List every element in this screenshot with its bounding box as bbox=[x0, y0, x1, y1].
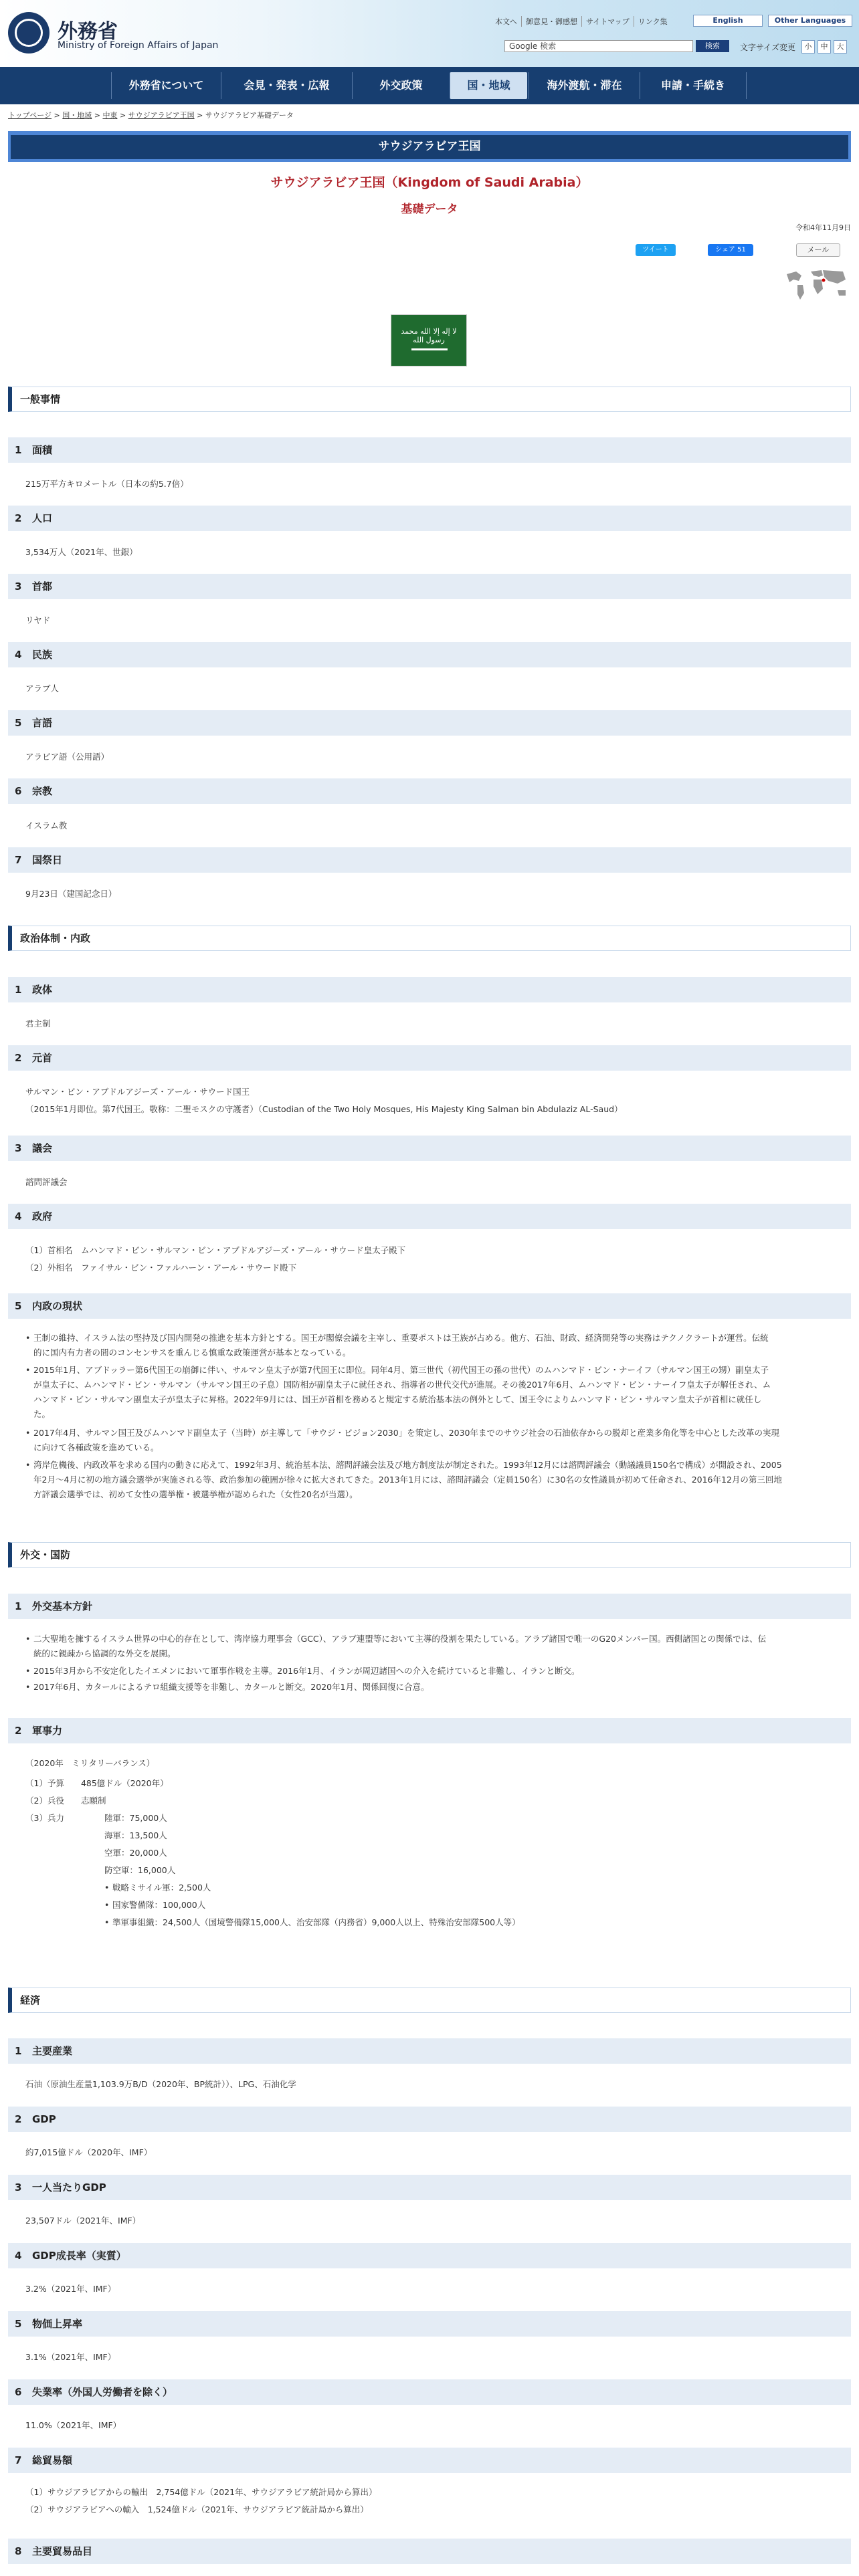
nav-policy[interactable]: 外交政策 bbox=[352, 72, 450, 99]
breadcrumb-saudi[interactable]: サウジアラビア王国 bbox=[128, 111, 195, 120]
politics-government-fm: （2）外相名 ファイサル・ビン・ファルハーン・アール・サウード殿下 bbox=[25, 1263, 297, 1273]
general-area-text: 215万平方キロメートル（日本の約5.7倍） bbox=[25, 479, 189, 489]
section-economy: 経済 bbox=[8, 1988, 851, 2013]
facebook-share-button[interactable]: シェア 51 bbox=[708, 244, 753, 256]
foreign-policy-bullet-3: • 2017年6月、カタールによるテロ組織支援等を非難し、カタールと断交。2020年1月、関係回復に合意。 bbox=[25, 1680, 851, 1695]
nav-countries[interactable]: 国・地域 bbox=[450, 72, 527, 99]
general-religion-heading: 6 宗教 bbox=[8, 778, 851, 804]
general-capital-heading: 3 首都 bbox=[8, 574, 851, 599]
english-button[interactable]: English bbox=[693, 15, 763, 27]
page-subtitle: 基礎データ bbox=[401, 203, 458, 216]
search-button[interactable]: 検索 bbox=[696, 40, 729, 52]
general-ethnicity-text: アラブ人 bbox=[25, 683, 60, 693]
economy-gdp-per-capita-heading: 3 一人当たりGDP bbox=[8, 2175, 851, 2200]
search-input[interactable]: Google 検索 bbox=[504, 40, 693, 52]
economy-exports-text: （1）サウジアラビアからの輸出 2,754億ドル（2021年、サウジアラビア統計局から算出） bbox=[25, 2487, 377, 2497]
font-medium-button[interactable]: 中 bbox=[818, 40, 831, 53]
flag-shahada: لا إله إلا الله محمد رسول الله bbox=[401, 327, 457, 344]
military-missile: • 戦略ミサイル軍：2,500人 bbox=[104, 1881, 773, 1895]
politics-government-heading: 4 政府 bbox=[8, 1204, 851, 1229]
economy-gdp-text: 約7,015億ドル（2020年、IMF） bbox=[25, 2147, 153, 2157]
economy-imports-text: （2）サウジアラビアへの輸入 1,524億ドル（2021年、サウジアラビア統計局から算出） bbox=[25, 2504, 369, 2514]
general-capital-text: リヤド bbox=[25, 615, 51, 625]
nav-press[interactable]: 会見・発表・広報 bbox=[221, 72, 352, 99]
breadcrumb-middle-east[interactable]: 中東 bbox=[102, 111, 118, 120]
flag-sword-icon bbox=[411, 348, 448, 350]
foreign-military-heading: 2 軍事力 bbox=[8, 1718, 851, 1743]
site-title[interactable]: 外務省 bbox=[58, 20, 118, 43]
military-source: （2020年 ミリタリーバランス） bbox=[25, 1758, 155, 1768]
military-navy: 海軍：13,500人 bbox=[104, 1830, 167, 1840]
font-large-button[interactable]: 大 bbox=[834, 40, 847, 53]
politics-head-heading: 2 元首 bbox=[8, 1045, 851, 1071]
politics-head-text: サルマン・ビン・アブドルアジーズ・アール・サウード国王 bbox=[25, 1087, 250, 1097]
nav-procedures[interactable]: 申請・手続き bbox=[640, 72, 747, 99]
politics-head-detail: （2015年1月即位。第7代国王。敬称：二聖モスクの守護者）（Custodian of the Two Holy Mosques, His Majesty King Salman bin Abdulaziz AL-Saud） bbox=[25, 1104, 623, 1114]
general-ethnicity-heading: 4 民族 bbox=[8, 642, 851, 667]
section-general: 一般事情 bbox=[8, 387, 851, 412]
general-national-day-text: 9月23日（建国記念日） bbox=[25, 889, 117, 899]
military-budget: （1）予算 485億ドル（2020年） bbox=[25, 1778, 169, 1788]
other-languages-button[interactable]: Other Languages bbox=[768, 15, 852, 27]
politics-domestic-bullet-2: • 2015年1月、アブドッラー第6代国王の崩御に伴い、サルマン皇太子が第7代国王に即位。同年4月、第三世代（初代国王の孫の世代）のムハンマド・ビン・ナーイフ（サルマン国王の甥）副皇太子 が皇太子に、ムハンマド・ビン・サルマン（サルマン国王の子息）国防相が副皇太子に就任され、指導者の世代交代が進展。その後2017年6月、ムハンマド・ビン・ナーイフ皇太子が解任され、ム ハンマド・ビン・サルマン副皇太子が皇太子に昇格。2022年9月には、国王が首相を務めると規定する統治基本法の例外として、国王令によりムハンマド・ビン・サルマン皇太子が首相に就任し た。 bbox=[25, 1363, 851, 1422]
breadcrumb: トップページ > 国・地域 > 中東 > サウジアラビア王国 > サウジアラビア基礎データ bbox=[8, 111, 294, 120]
economy-trade-heading: 7 総貿易額 bbox=[8, 2448, 851, 2473]
breadcrumb-current: サウジアラビア基礎データ bbox=[205, 111, 294, 120]
economy-growth-text: 3.2%（2021年、IMF） bbox=[25, 2284, 116, 2294]
site-subtitle[interactable]: Ministry of Foreign Affairs of Japan bbox=[58, 40, 219, 51]
nav-travel[interactable]: 海外渡航・滞在 bbox=[529, 72, 640, 99]
economy-industry-text: 石油（原油生産量1,103.9万B/D（2020年、BP統計））、LPG、石油化学 bbox=[25, 2079, 296, 2089]
general-area-heading: 1 面積 bbox=[8, 437, 851, 463]
economy-unemployment-text: 11.0%（2021年、IMF） bbox=[25, 2420, 122, 2430]
general-population-heading: 2 人口 bbox=[8, 506, 851, 531]
military-air: 空軍：20,000人 bbox=[104, 1848, 167, 1858]
font-small-button[interactable]: 小 bbox=[801, 40, 815, 53]
world-map-icon[interactable] bbox=[781, 265, 851, 302]
politics-government-pm: （1）首相名 ムハンマド・ビン・サルマン・ビン・アブドルアジーズ・アール・サウード皇太子殿下 bbox=[25, 1245, 406, 1255]
economy-unemployment-heading: 6 失業率（外国人労働者を除く） bbox=[8, 2379, 851, 2405]
country-banner: サウジアラビア王国 bbox=[8, 131, 851, 162]
breadcrumb-regions[interactable]: 国・地域 bbox=[62, 111, 92, 120]
link-feedback[interactable]: 御意見・御感想 bbox=[521, 16, 581, 27]
section-foreign: 外交・国防 bbox=[8, 1542, 851, 1568]
politics-domestic-bullet-1: • 王制の維持、イスラム法の堅持及び国内開発の推進を基本方針とする。国王が閣僚会議を主宰し、重要ポストは王族が占める。他方、石油、財政、経済開発等の実務はテクノクラートが運営。伝統 的に国内有力者の間のコンセンサスを重んじる慎重な政策運営が基本となっている。 bbox=[25, 1331, 851, 1360]
site-header bbox=[0, 0, 859, 67]
economy-industry-heading: 1 主要産業 bbox=[8, 2038, 851, 2064]
breadcrumb-top[interactable]: トップページ bbox=[8, 111, 52, 120]
economy-gdp-heading: 2 GDP bbox=[8, 2107, 851, 2132]
foreign-policy-heading: 1 外交基本方針 bbox=[8, 1594, 851, 1619]
politics-system-heading: 1 政体 bbox=[8, 977, 851, 1002]
general-population-text: 3,534万人（2021年、世銀） bbox=[25, 547, 138, 557]
economy-inflation-text: 3.1%（2021年、IMF） bbox=[25, 2352, 116, 2362]
military-national-guard: • 国家警備隊：100,000人 bbox=[104, 1898, 773, 1913]
general-religion-text: イスラム教 bbox=[25, 821, 68, 831]
link-links[interactable]: リンク集 bbox=[634, 16, 672, 27]
foreign-policy-bullet-2: • 2015年3月から不安定化したイエメンにおいて軍事作戦を主導。2016年1月、イランが周辺諸国への介入を続けていると非難し、イランと断交。 bbox=[25, 1664, 851, 1679]
mail-button[interactable]: メール bbox=[796, 243, 840, 257]
publish-date: 令和4年11月9日 bbox=[795, 223, 851, 232]
section-politics: 政治体制・内政 bbox=[8, 926, 851, 951]
link-sitemap[interactable]: サイトマップ bbox=[581, 16, 634, 27]
economy-inflation-heading: 5 物価上昇率 bbox=[8, 2311, 851, 2337]
nav-about[interactable]: 外務省について bbox=[111, 72, 221, 99]
mofa-logo-icon[interactable] bbox=[8, 12, 50, 53]
global-nav bbox=[0, 67, 859, 104]
general-national-day-heading: 7 国祭日 bbox=[8, 847, 851, 873]
politics-domestic-heading: 5 内政の現状 bbox=[8, 1293, 851, 1319]
utility-links bbox=[491, 16, 672, 27]
page-title: サウジアラビア王国（Kingdom of Saudi Arabia） bbox=[270, 175, 589, 190]
general-language-heading: 5 言語 bbox=[8, 710, 851, 736]
tweet-button[interactable]: ツイート bbox=[636, 244, 676, 256]
economy-gdp-per-capita-text: 23,507ドル（2021年、IMF） bbox=[25, 2216, 141, 2226]
politics-system-text: 君主制 bbox=[25, 1018, 51, 1029]
general-language-text: アラビア語（公用語） bbox=[25, 752, 110, 762]
link-skip-to-content[interactable]: 本文へ bbox=[495, 17, 517, 26]
saudi-flag bbox=[391, 314, 467, 366]
military-army: 陸軍：75,000人 bbox=[104, 1813, 167, 1823]
font-size-label: 文字サイズ変更 bbox=[740, 43, 796, 52]
politics-domestic-bullet-4: • 湾岸危機後、内政改革を求める国内の動きに応えて、1992年3月、統治基本法、諮問評議会法及び地方制度法が制定された。1993年12月には諮問評議会（動議議員150名で構成）が開設され、2005 年2月～4月に初の地方議会選挙が実施される等、政治参加の範囲が徐々に拡大されてきた。2013年1月には、諮問評議会（定員150名）に30名の女性議員が初めて任命され、2016年12月の第三回地 方評議会選挙では、初めて女性の選挙権・被選挙権が認められた（女性20名が当選）。 bbox=[25, 1458, 851, 1502]
military-air-defense: 防空軍：16,000人 bbox=[104, 1865, 176, 1875]
economy-trade-items-heading: 8 主要貿易品目 bbox=[8, 2539, 851, 2564]
foreign-policy-bullet-1: • 二大聖地を擁するイスラム世界の中心的存在として、湾岸協力理事会（GCC）、アラブ連盟等において主導的役割を果たしている。アラブ諸国で唯一のG20メンバー国。西側諸国との関係では、伝 統的に親疎から協調的な外交を展開。 bbox=[25, 1632, 851, 1661]
economy-growth-heading: 4 GDP成長率（実質） bbox=[8, 2243, 851, 2268]
military-forces-label: （3）兵力 bbox=[25, 1813, 64, 1823]
military-paramilitary: • 準軍事組織：24,500人（国境警備隊15,000人、治安部隊（内務省）9,000人以上、特殊治安部隊500人等） bbox=[104, 1915, 773, 1930]
politics-parliament-heading: 3 議会 bbox=[8, 1136, 851, 1161]
military-conscription: （2）兵役 志願制 bbox=[25, 1796, 106, 1806]
politics-domestic-bullet-3: • 2017年4月、サルマン国王及びムハンマド副皇太子（当時）が主導して「サウジ・ビジョン2030」を策定し、2030年までのサウジ社会の石油依存からの脱却と産業多角化等を中心とした改革の実現 に向けて各種政策を進めている。 bbox=[25, 1426, 851, 1455]
politics-parliament-text: 諮問評議会 bbox=[25, 1177, 68, 1187]
